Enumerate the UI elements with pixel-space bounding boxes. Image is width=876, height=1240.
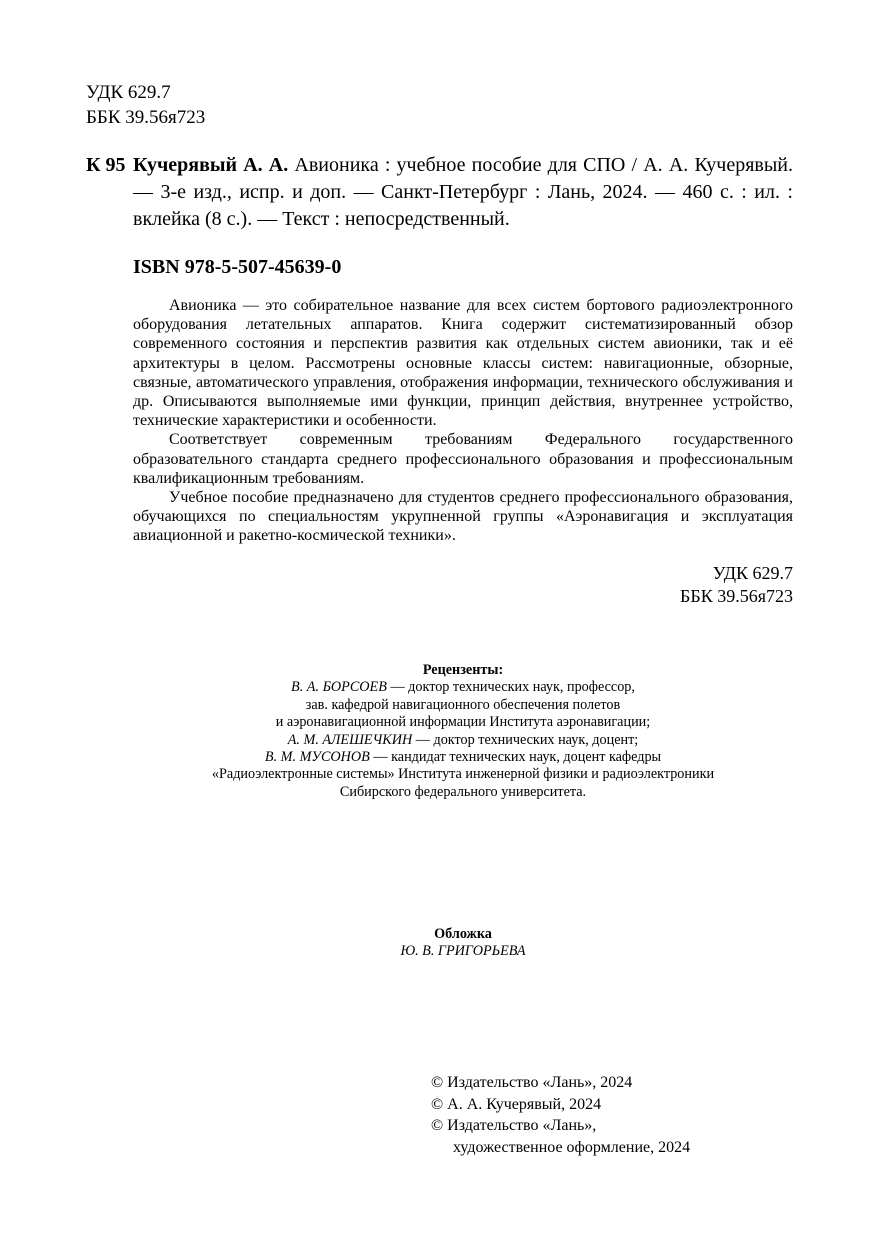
reviewer-3-title: — кандидат технических наук, доцент кафедры	[369, 749, 662, 766]
reviewers-heading: Рецензенты:	[422, 662, 504, 678]
classification-codes-bottom	[560, 562, 793, 608]
reviewer-2-name: А. М. АЛЕШЕЧКИН	[287, 731, 413, 748]
copyright-design-continued: художественное оформление, 2024	[453, 1138, 691, 1156]
annotation-paragraph: Учебное пособие предназначено для студентов среднего профессионального образования, обучающихся по специальностям укрупненной группы «Аэронавигация и эксплуатация авиационной и ракетно-космической техники».	[133, 489, 793, 545]
reviewer-2-title: — доктор технических наук, доцент;	[412, 731, 639, 748]
cover-credit	[133, 926, 793, 961]
annotation-paragraph: Соответствует современным требованиям Федерального государственного образовательного стандарта среднего профессионального образования и профессиональным квалификационным требованиям.	[133, 431, 793, 487]
isbn: ISBN 978-5-507-45639-0	[133, 256, 342, 278]
copyright-notices	[431, 1072, 690, 1158]
reviewer-1-detail: зав. кафедрой навигационного обеспечения полетов	[305, 696, 621, 713]
author-name: Кучерявый А. А.	[133, 154, 289, 176]
reviewer-1-name: В. А. БОРСОЕВ	[291, 679, 387, 696]
bibliographic-description: Авионика : учебное пособие для СПО / А. А. Кучерявый. — 3-е изд., испр. и доп. — Санкт-Петербург : Лань, 2024. — 460 с. : ил. : вклейка (8 с.). — Текст : непосредственный.	[133, 154, 793, 230]
copyright-publisher: © Издательство «Лань», 2024	[431, 1074, 633, 1091]
udk-code: УДК 629.7	[712, 563, 793, 583]
reviewer-3	[133, 749, 793, 766]
cover-heading: Обложка	[434, 926, 492, 942]
reviewer-3-detail: «Радиоэлектронные системы» Института инженерной физики и радиоэлектроники	[211, 766, 715, 783]
copyright-author: © А. А. Кучерявый, 2024	[431, 1095, 602, 1113]
reviewer-3-detail: Сибирского федерального университета.	[339, 783, 587, 800]
classification-codes-top	[86, 80, 205, 130]
reviewer-3-name: В. М. МУСОНОВ	[264, 749, 370, 766]
reviewer-2	[133, 732, 793, 749]
reviewer-1	[133, 679, 793, 696]
author-mark: К 95	[86, 154, 126, 176]
bibliographic-record	[133, 152, 793, 233]
reviewer-1-title: — доктор технических наук, профессор,	[386, 679, 635, 696]
annotation	[133, 296, 793, 546]
udk-code: УДК 629.7	[86, 82, 171, 103]
cover-designer: Ю. В. ГРИГОРЬЕВА	[400, 943, 526, 960]
copyright-design: © Издательство «Лань»,	[431, 1117, 597, 1134]
bbk-code: ББК 39.56я723	[680, 586, 793, 606]
bbk-code: ББК 39.56я723	[86, 107, 206, 128]
reviewer-1-detail: и аэронавигационной информации Института аэронавигации;	[275, 714, 651, 731]
annotation-paragraph: Авионика — это собирательное название для всех систем бортового радиоэлектронного оборудования летательных аппаратов. Книга содержит систематизированный обзор современного состояния и перспектив развития как отдельных систем авионики, так и её архитектуры в целом. Рассмотрены основные классы систем: навигационные, обзорные, связные, автоматического управления, отображения информации, технического обслуживания и др. Описываются выполняемые ими функции, принцип действия, внутреннее устройство, технические характеристики и особенности.	[133, 297, 793, 430]
reviewers-block	[133, 662, 793, 801]
